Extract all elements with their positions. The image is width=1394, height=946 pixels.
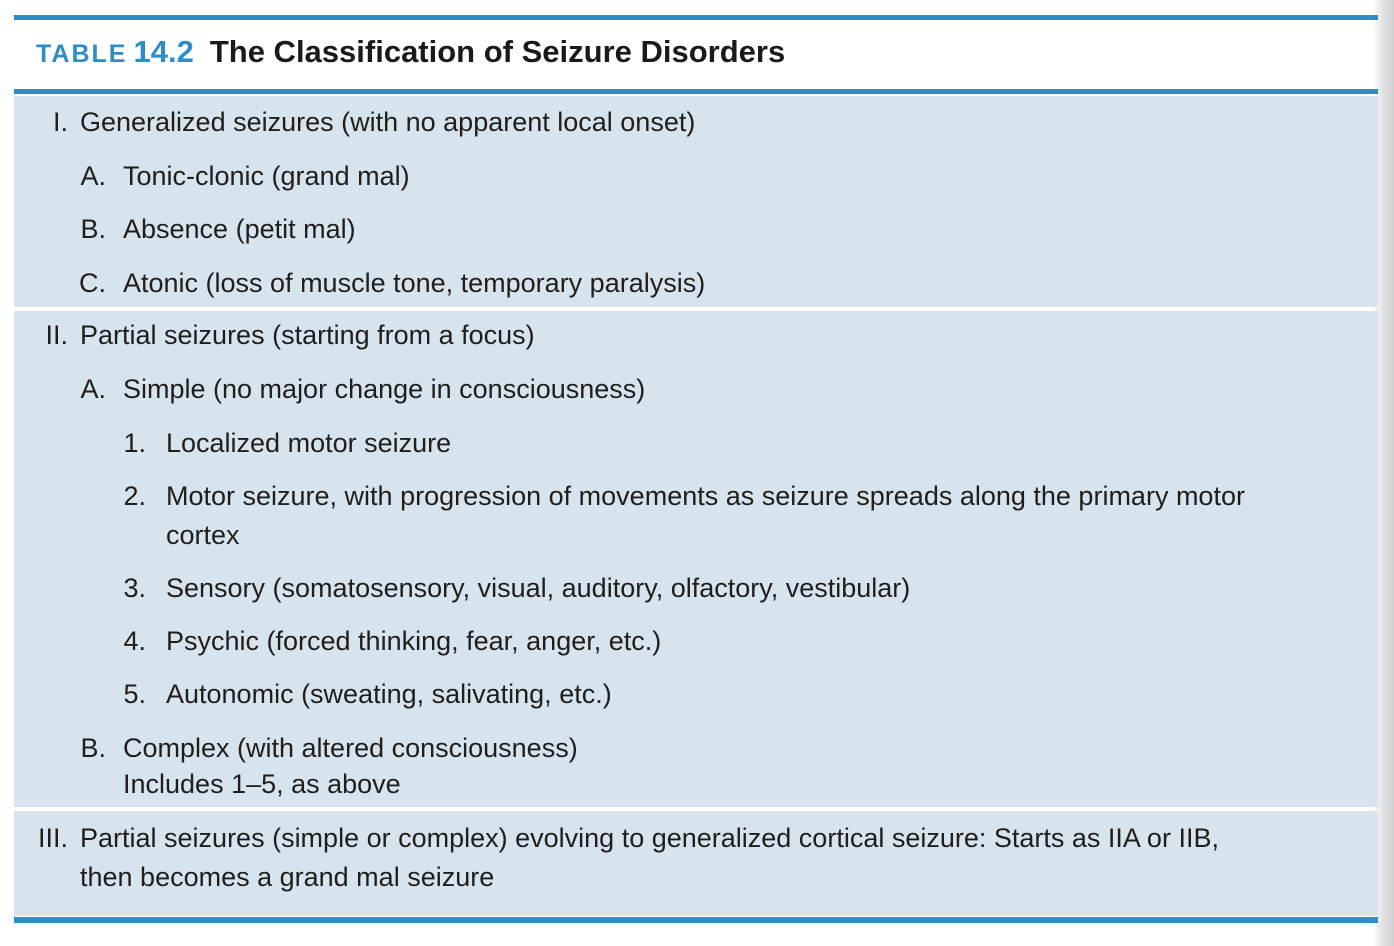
section-numeral: III. — [37, 823, 68, 853]
subitem-text: Localized motor seizure — [166, 428, 452, 458]
item-label: C. — [79, 268, 106, 298]
item-continuation: Includes 1–5, as above — [123, 769, 401, 799]
subitem-label: 1. — [123, 428, 146, 458]
section-text: Partial seizures (simple or complex) evolving to generalized cortical seizure: Starts as IIA or IIB, — [80, 823, 1219, 853]
table-title: The Classification of Seizure Disorders — [209, 34, 786, 69]
subitem-label: 4. — [123, 626, 146, 656]
item-label: B. — [80, 214, 106, 244]
item-text: Atonic (loss of muscle tone, temporary paralysis) — [123, 268, 706, 298]
item-text: Simple (no major change in consciousness) — [123, 374, 646, 404]
section-text: Generalized seizures (with no apparent local onset) — [80, 107, 696, 137]
item-text: Tonic-clonic (grand mal) — [123, 161, 410, 191]
subitem-continuation: cortex — [166, 520, 240, 550]
header-rule — [14, 89, 1378, 94]
table-number: 14.2 — [133, 34, 194, 69]
table-caption — [36, 34, 785, 78]
table-label: TABLE — [36, 40, 128, 68]
item-text: Complex (with altered consciousness) — [123, 733, 578, 763]
item-text: Absence (petit mal) — [123, 214, 356, 244]
top-rule — [14, 15, 1378, 20]
subitem-text: Psychic (forced thinking, fear, anger, etc.) — [166, 626, 662, 656]
section-numeral: I. — [52, 107, 68, 137]
bottom-rule — [14, 917, 1378, 923]
subitem-label: 3. — [123, 573, 146, 603]
subitem-text: Motor seizure, with progression of movements as seizure spreads along the primary motor — [166, 481, 1245, 511]
section-continuation: then becomes a grand mal seizure — [80, 862, 495, 892]
subitem-text: Autonomic (sweating, salivating, etc.) — [166, 679, 612, 709]
item-label: A. — [80, 374, 106, 404]
subitem-text: Sensory (somatosensory, visual, auditory, olfactory, vestibular) — [166, 573, 911, 603]
section-text: Partial seizures (starting from a focus) — [80, 320, 535, 350]
subitem-label: 2. — [123, 481, 146, 511]
item-label: A. — [80, 161, 106, 191]
section-numeral: II. — [45, 320, 68, 350]
item-label: B. — [80, 733, 106, 763]
subitem-label: 5. — [123, 679, 146, 709]
